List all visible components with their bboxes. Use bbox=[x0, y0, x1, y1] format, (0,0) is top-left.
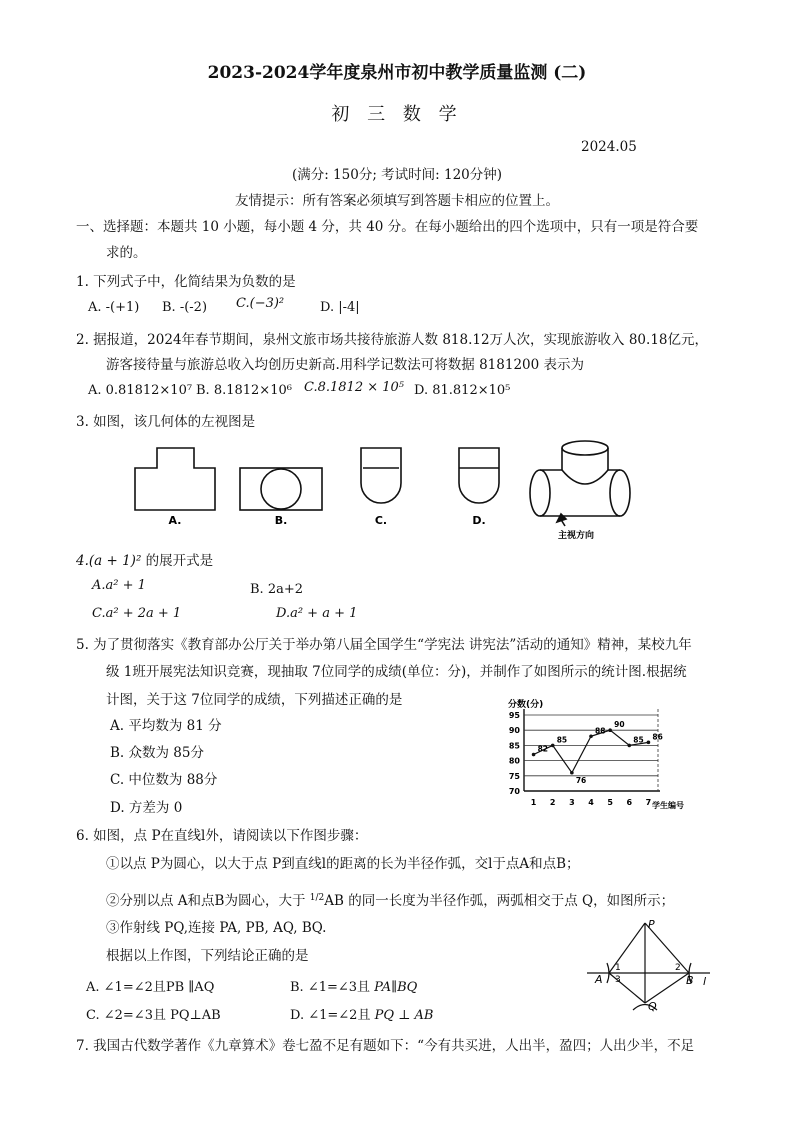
q5-option-a: A. 平均数为 81 分 bbox=[110, 718, 222, 734]
q2-option-b: B. 8.1812×10⁶ bbox=[196, 383, 292, 398]
point-a-label: A bbox=[595, 973, 603, 986]
q1-option-b: B. -(-2) bbox=[162, 300, 208, 315]
view-direction-label: 主视方向 bbox=[557, 531, 595, 541]
q2-option-c: C.8.1812 × 10⁵ bbox=[304, 380, 405, 395]
q5-stem-line1: 5. 为了贯彻落实《教育部办公厅关于举办第八届全国学生“学宪法 讲宪法”活动的通知》精神，某校九年 bbox=[76, 637, 692, 653]
q6-step2-start: ②分别以点 A和点B为圆心，大于 bbox=[106, 893, 310, 909]
section-heading: 一、选择题：本题共 10 小题，每小题 4 分，共 40 分。在每小题给出的四个选项中，只有一项是符合要 bbox=[76, 219, 699, 235]
q4-option-d: D.a² + a + 1 bbox=[276, 606, 358, 621]
q6-option-d-math: PQ ⊥ AB bbox=[374, 1008, 434, 1023]
point-q-label: Q bbox=[648, 1000, 657, 1013]
chart-point bbox=[551, 744, 555, 748]
q4-stem-text: 的展开式是 bbox=[141, 553, 214, 569]
chart-y-tick-label: 80 bbox=[508, 756, 520, 766]
q5-option-c: C. 中位数为 88分 bbox=[110, 772, 218, 788]
angle-1-label: 1 bbox=[615, 963, 621, 973]
chart-x-tick-label: 2 bbox=[549, 798, 556, 807]
chart-data-label: 85 bbox=[556, 735, 568, 745]
q2-stem-line2: 游客接待量与旅游总收入均创历史新高.用科学记数法可将数据 8181200 表示为 bbox=[106, 357, 584, 373]
view-c-label: C. bbox=[374, 514, 388, 527]
chart-x-tick-label: 5 bbox=[607, 798, 613, 807]
q6-construction-figure bbox=[585, 915, 715, 1020]
q6-option-b bbox=[290, 976, 417, 995]
q6-step3: ③作射线 PQ,连接 PA, PB, AQ, BQ. bbox=[106, 920, 327, 936]
chart-x-tick-label: 6 bbox=[626, 798, 633, 807]
q7-stem-line1: 7. 我国古代数学著作《九章算术》卷七盈不足有题如下：“今有共买进，人出半，盈四；人出少半，不足 bbox=[76, 1038, 695, 1054]
chart-data-label: 88 bbox=[595, 726, 606, 736]
chart-y-tick-label: 95 bbox=[508, 711, 520, 720]
view-b-circle bbox=[261, 469, 301, 509]
segment-bq bbox=[645, 973, 689, 1003]
q6-option-a: A. ∠1=∠2且PB ∥AQ bbox=[86, 980, 215, 995]
angle-3-label: 3 bbox=[615, 975, 621, 985]
q5-score-chart bbox=[490, 695, 705, 815]
chart-y-tick-label: 90 bbox=[508, 726, 520, 736]
view-a-shape bbox=[135, 448, 215, 510]
q1-stem: 1. 下列式子中，化简结果为负数的是 bbox=[76, 274, 296, 290]
point-p-label: P bbox=[648, 918, 655, 931]
q2-option-d: D. 81.812×10⁵ bbox=[414, 383, 511, 398]
chart-x-tick-label: 1 bbox=[530, 798, 537, 807]
chart-y-tick-label: 85 bbox=[508, 741, 520, 751]
q3-views-figure bbox=[120, 438, 650, 548]
chart-xlabel: 学生编号 bbox=[652, 801, 684, 810]
q4-option-a: A.a² + 1 bbox=[92, 578, 146, 593]
q6-option-d-text: D. ∠1=∠2且 bbox=[290, 1008, 375, 1023]
chart-ylabel: 分数(分) bbox=[508, 700, 544, 710]
exam-tip: 友情提示：所有答案必须填写到答题卡相应的位置上。 bbox=[235, 193, 559, 209]
chart-x-tick-label: 4 bbox=[588, 798, 594, 807]
chart-y-tick-label: 70 bbox=[508, 787, 520, 796]
q6-step2-end: AB 的同一长度为半径作弧，两弧相交于点 Q，如图所示； bbox=[324, 893, 675, 909]
q4-stem-math: 4.(a + 1)² bbox=[76, 553, 142, 569]
q6-stem: 6. 如图，点 P在直线l外，请阅读以下作图步骤： bbox=[76, 828, 368, 844]
chart-point bbox=[647, 741, 651, 745]
chart-data-label: 90 bbox=[614, 720, 625, 730]
q6-option-b-text: B. ∠1=∠3且 bbox=[290, 980, 375, 995]
view-c-shape bbox=[361, 448, 401, 503]
q6-prompt: 根据以上作图，下列结论正确的是 bbox=[106, 948, 309, 964]
view-b-rect bbox=[240, 468, 322, 510]
angle-2-label: 2 bbox=[675, 963, 681, 973]
chart-point bbox=[627, 744, 631, 748]
exam-title: 2023-2024学年度泉州市初中教学质量监测 (二) bbox=[207, 63, 587, 83]
chart-data-label: 86 bbox=[652, 732, 663, 742]
q6-option-b-math: PA∥BQ bbox=[374, 980, 418, 995]
q1-option-c: C.(−3)² bbox=[236, 296, 285, 311]
section-heading-cont: 求的。 bbox=[106, 245, 147, 261]
chart-data-label: 76 bbox=[575, 775, 587, 785]
q1-option-d: D. |-4| bbox=[320, 300, 360, 315]
exam-info: (满分: 150分; 考试时间: 120分钟) bbox=[291, 167, 503, 183]
chart-point bbox=[532, 753, 536, 757]
chart-point bbox=[589, 734, 593, 738]
q5-stem-line2: 级 1班开展宪法知识竞赛，现抽取 7位同学的成绩(单位：分)，并制作了如图所示的统计图.根据统 bbox=[106, 664, 687, 680]
q5-option-b: B. 众数为 85分 bbox=[110, 745, 204, 761]
view-d-shape bbox=[459, 448, 499, 503]
q3-stem: 3. 如图，该几何体的左视图是 bbox=[76, 414, 256, 430]
pipe-tee-solid bbox=[530, 441, 630, 516]
line-l-label: l bbox=[703, 975, 707, 988]
chart-point bbox=[570, 771, 574, 775]
chart-y-tick-label: 75 bbox=[508, 771, 520, 781]
q4-option-b: B. 2a+2 bbox=[250, 582, 304, 597]
q4-option-c: C.a² + 2a + 1 bbox=[92, 606, 182, 621]
q6-step2 bbox=[106, 889, 674, 909]
q6-step1: ①以点 P为圆心，以大于点 P到直线l的距离的长为半径作弧，交l于点A和点B； bbox=[106, 856, 580, 872]
chart-x-tick-label: 3 bbox=[569, 798, 575, 807]
q6-step2-fraction: 1/2 bbox=[309, 893, 325, 903]
chart-data-label: 82 bbox=[537, 744, 549, 754]
point-b-label: B bbox=[686, 974, 694, 987]
q5-option-d: D. 方差为 0 bbox=[110, 800, 183, 816]
chart-x-tick-label: 7 bbox=[645, 798, 652, 807]
view-a-label: A. bbox=[168, 514, 182, 527]
view-b-label: B. bbox=[274, 514, 288, 527]
exam-date: 2024.05 bbox=[581, 139, 637, 155]
q5-stem-line3: 计图，关于这 7位同学的成绩，下列描述正确的是 bbox=[106, 692, 403, 708]
q6-option-c: C. ∠2=∠3且 PQ⊥AB bbox=[86, 1008, 221, 1023]
chart-data-label: 85 bbox=[633, 735, 644, 745]
q2-option-a: A. 0.81812×10⁷ bbox=[88, 383, 193, 398]
chart-point bbox=[608, 728, 612, 732]
q6-option-d bbox=[290, 1004, 433, 1023]
view-d-label: D. bbox=[472, 514, 486, 527]
q2-stem-line1: 2. 据报道，2024年春节期间，泉州文旅市场共接待旅游人数 818.12万人次，实现旅游收入 80.18亿元， bbox=[76, 332, 708, 348]
q1-option-a: A. -(+1) bbox=[88, 300, 140, 315]
exam-subtitle: 初 三 数 学 bbox=[331, 104, 463, 125]
q4-stem bbox=[76, 549, 213, 569]
